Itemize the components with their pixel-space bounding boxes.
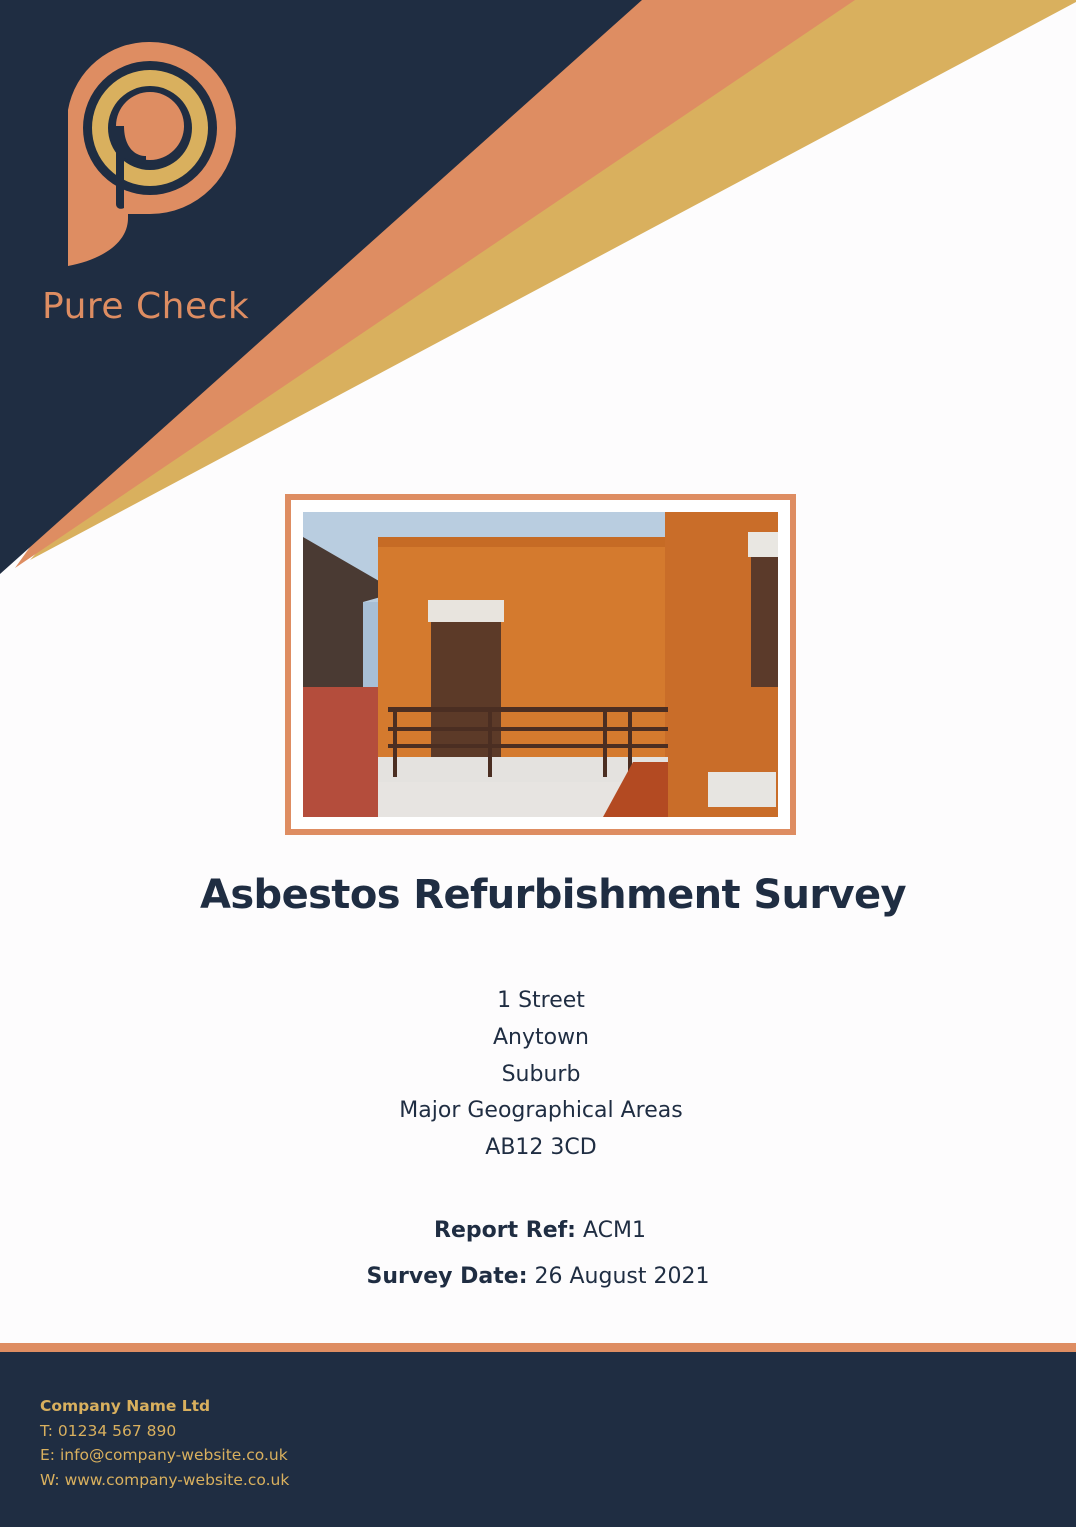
survey-date-value: 26 August 2021 [534, 1264, 710, 1289]
address-line: AB12 3CD [485, 1135, 597, 1161]
company-email: E: info@company-website.co.uk [40, 1446, 288, 1464]
company-contact [40, 1394, 289, 1492]
report-ref-value: ACM1 [582, 1218, 646, 1243]
company-website: W: www.company-website.co.uk [40, 1470, 290, 1489]
pure-check-logo-icon [60, 38, 240, 278]
survey-date [0, 1264, 1076, 1289]
report-ref [0, 1218, 1076, 1243]
report-ref-label: Report Ref: [434, 1218, 576, 1243]
site-address [0, 983, 1076, 1167]
footer [0, 1352, 1076, 1527]
report-title: Asbestos Refurbishment Survey [199, 872, 907, 918]
address-line: 1 Street [497, 988, 585, 1013]
brand-name: Pure Check [42, 286, 250, 327]
building-photo-icon [303, 512, 778, 817]
company-name: Company Name Ltd [40, 1397, 211, 1415]
company-phone: T: 01234 567 890 [40, 1421, 177, 1440]
cover-photo-frame [285, 494, 796, 835]
address-line: Major Geographical Areas [399, 1098, 683, 1124]
address-line: Anytown [492, 1024, 590, 1050]
footer-accent-stripe [0, 1343, 1076, 1352]
survey-date-label: Survey Date: [366, 1264, 528, 1289]
address-line: Suburb [501, 1061, 581, 1087]
